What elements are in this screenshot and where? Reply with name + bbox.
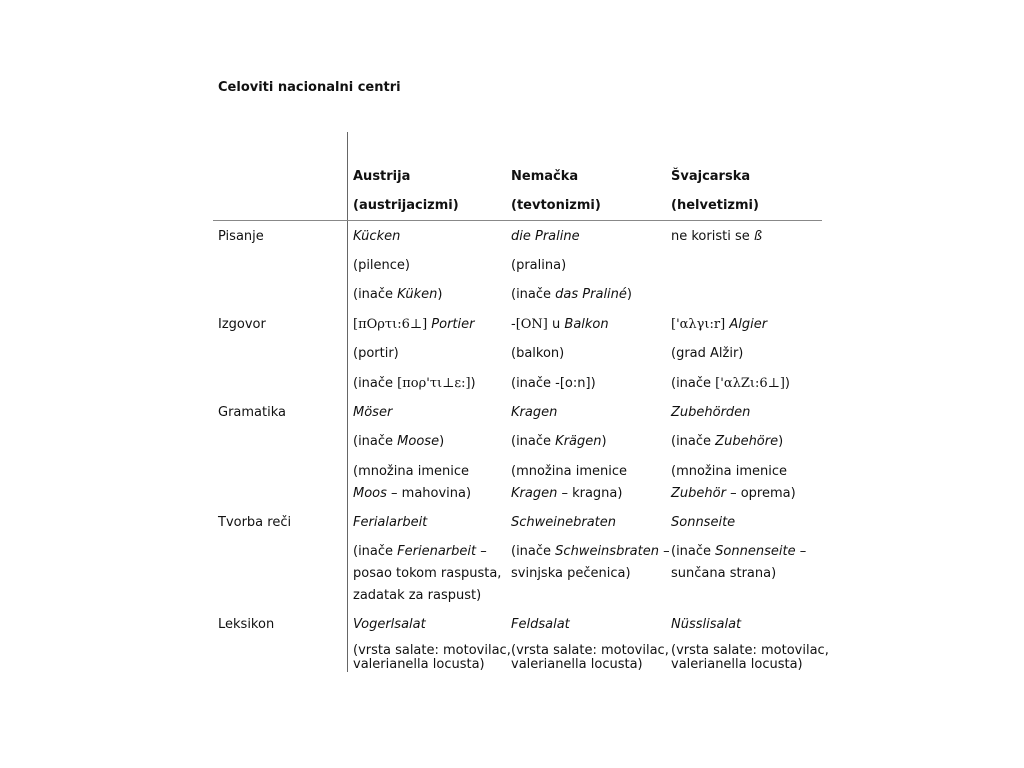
table-cell-line: (inače Ferienarbeit – bbox=[353, 544, 487, 559]
table-cell-line: Zubehör – oprema) bbox=[671, 486, 796, 501]
table-cell-line: (pilence) bbox=[353, 258, 411, 273]
table-cell-line: Möser bbox=[353, 405, 393, 420]
table-cell-line: valerianella locusta) bbox=[511, 657, 643, 672]
table-cell-line: (inače das Praliné) bbox=[511, 287, 632, 302]
table-cell-line: (množina imenice bbox=[671, 464, 787, 479]
table-cell-line: Nüsslisalat bbox=[671, 617, 742, 632]
table-cell-line: (vrsta salate: motovilac, bbox=[353, 643, 511, 658]
table-cell-line: Kragen bbox=[511, 405, 558, 420]
row-label: Izgovor bbox=[218, 317, 266, 332]
table-cell-line: Schweinebraten bbox=[511, 515, 617, 530]
table-cell-line: valerianella locusta) bbox=[353, 657, 485, 672]
table-cell-line: Ferialarbeit bbox=[353, 515, 428, 530]
table-cell-line: sunčana strana) bbox=[671, 566, 777, 581]
table-cell-line: (inače Zubehöre) bbox=[671, 434, 784, 449]
table-cell-line: zadatak za raspust) bbox=[353, 588, 482, 603]
table-cell-line: (inače Krägen) bbox=[511, 434, 607, 449]
table-cell-line: Vogerlsalat bbox=[353, 617, 426, 632]
table-cell-line: [πOρτι:6⊥] Portier bbox=[353, 317, 475, 332]
table-cell-line: valerianella locusta) bbox=[671, 657, 803, 672]
table-cell-line: (inače ['αλZι:6⊥]) bbox=[671, 376, 790, 391]
table-cell-line: (grad Alžir) bbox=[671, 346, 744, 361]
table-header-divider bbox=[213, 220, 822, 221]
table-cell-line: Kragen – kragna) bbox=[511, 486, 623, 501]
table-cell-line: die Praline bbox=[511, 229, 580, 244]
table-cell-line: Moos – mahovina) bbox=[353, 486, 472, 501]
table-cell-line: (inače [πορ'τι⊥ε:]) bbox=[353, 376, 476, 391]
table-cell-line: (množina imenice bbox=[511, 464, 627, 479]
column-subheader-nemacka: (tevtonizmi) bbox=[511, 198, 601, 213]
row-label: Pisanje bbox=[218, 229, 264, 244]
page-title: Celoviti nacionalni centri bbox=[218, 80, 401, 95]
column-header-austrija: Austrija bbox=[353, 169, 411, 184]
table-cell-line: -[ON] u Balkon bbox=[511, 317, 609, 332]
column-subheader-austrija: (austrijacizmi) bbox=[353, 198, 459, 213]
row-label: Tvorba reči bbox=[218, 515, 292, 530]
row-label: Leksikon bbox=[218, 617, 275, 632]
table-cell-line: (pralina) bbox=[511, 258, 567, 273]
row-label: Gramatika bbox=[218, 405, 286, 420]
table-cell-line: (inače -[o:n]) bbox=[511, 376, 596, 391]
column-header-svajcarska: Švajcarska bbox=[671, 169, 751, 184]
table-cell-line: Sonnseite bbox=[671, 515, 736, 530]
table-cell-line: (inače Sonnenseite – bbox=[671, 544, 807, 559]
table-cell-line: (inače Schweinsbraten – bbox=[511, 544, 670, 559]
table-cell-line: Feldsalat bbox=[511, 617, 570, 632]
table-cell-line: Zubehörden bbox=[671, 405, 751, 420]
table-cell-line: (portir) bbox=[353, 346, 399, 361]
table-cell-line: (inače Küken) bbox=[353, 287, 443, 302]
table-cell-line: Kücken bbox=[353, 229, 401, 244]
table-cell-line: svinjska pečenica) bbox=[511, 566, 631, 581]
table-cell-line: (balkon) bbox=[511, 346, 565, 361]
table-cell-line: ne koristi se ß bbox=[671, 229, 763, 244]
table-cell-line: (množina imenice bbox=[353, 464, 469, 479]
table-cell-line: (vrsta salate: motovilac, bbox=[671, 643, 829, 658]
table-cell-line: posao tokom raspusta, bbox=[353, 566, 502, 581]
table-cell-line: (inače Moose) bbox=[353, 434, 445, 449]
table-vertical-divider bbox=[347, 132, 348, 672]
column-header-nemacka: Nemačka bbox=[511, 169, 579, 184]
table-cell-line: ['αλγι:r] Algier bbox=[671, 317, 768, 332]
table-cell-line: (vrsta salate: motovilac, bbox=[511, 643, 669, 658]
column-subheader-svajcarska: (helvetizmi) bbox=[671, 198, 759, 213]
